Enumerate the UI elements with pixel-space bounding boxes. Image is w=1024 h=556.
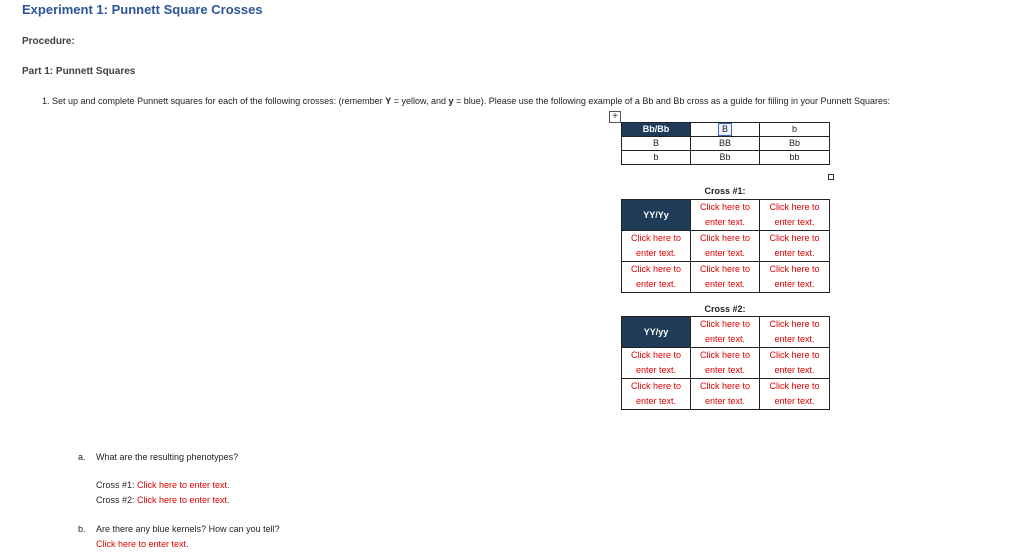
- cross1-cell-input[interactable]: Click here to enter text.: [760, 200, 830, 231]
- question-b-marker: b.: [78, 524, 86, 534]
- example-cell[interactable]: BB: [691, 137, 760, 151]
- cross1-cell-input[interactable]: Click here to enter text.: [622, 231, 691, 262]
- example-punnett-table: [621, 122, 830, 165]
- question-a-marker: a.: [78, 452, 86, 462]
- cross2-cell-input[interactable]: Click here to enter text.: [691, 379, 760, 410]
- cross2-cell-input[interactable]: Click here to enter text.: [760, 379, 830, 410]
- cross1-cell-input[interactable]: Click here to enter text.: [760, 231, 830, 262]
- example-cell[interactable]: Bb: [691, 151, 760, 165]
- question-a-cross1-input[interactable]: Click here to enter text.: [137, 480, 230, 490]
- cross1-corner-cell: YY/Yy: [622, 200, 691, 231]
- cross1-cell-input[interactable]: Click here to enter text.: [691, 231, 760, 262]
- part1-heading: Part 1: Punnett Squares: [22, 66, 136, 77]
- example-row-header[interactable]: b: [622, 151, 691, 165]
- example-corner-cell: Bb/Bb: [622, 123, 691, 137]
- table-move-handle-icon[interactable]: +: [609, 111, 621, 123]
- cross2-cell-input[interactable]: Click here to enter text.: [691, 317, 760, 348]
- cross1-cell-input[interactable]: Click here to enter text.: [622, 262, 691, 293]
- question-a-cross2-input[interactable]: Click here to enter text.: [137, 495, 230, 505]
- example-cell[interactable]: bb: [760, 151, 830, 165]
- page-title: Experiment 1: Punnett Square Crosses: [22, 2, 263, 17]
- question-a-cross1-line: Cross #1: Click here to enter text.: [96, 480, 230, 490]
- cross2-punnett-table: [621, 316, 830, 410]
- cross2-cell-input[interactable]: Click here to enter text.: [760, 348, 830, 379]
- cross2-caption: Cross #2:: [704, 304, 746, 314]
- question-b-answer-input[interactable]: Click here to enter text.: [96, 539, 189, 549]
- cross1-punnett-table: [621, 199, 830, 293]
- example-col-header[interactable]: B: [691, 123, 760, 137]
- table-resize-handle-icon[interactable]: [828, 174, 834, 180]
- cross2-cell-input[interactable]: Click here to enter text.: [622, 348, 691, 379]
- question-b-text: Are there any blue kernels? How can you tell?: [96, 524, 280, 534]
- cross1-caption: Cross #1:: [704, 186, 746, 196]
- example-row-header[interactable]: B: [622, 137, 691, 151]
- instruction-text: 1. Set up and complete Punnett squares for each of the following crosses: (remember Y = yellow, and y = blue). Please use the following example of a Bb and Bb cross as a guide for filling in your Punnett Squares:: [42, 96, 891, 106]
- cross2-corner-cell: YY/yy: [622, 317, 691, 348]
- procedure-heading: Procedure:: [22, 36, 75, 47]
- cross2-cell-input[interactable]: Click here to enter text.: [760, 317, 830, 348]
- question-a-text: What are the resulting phenotypes?: [96, 452, 239, 462]
- cross1-cell-input[interactable]: Click here to enter text.: [691, 200, 760, 231]
- example-cell[interactable]: Bb: [760, 137, 830, 151]
- cross1-cell-input[interactable]: Click here to enter text.: [691, 262, 760, 293]
- question-a-cross2-line: Cross #2: Click here to enter text.: [96, 495, 230, 505]
- cross1-cell-input[interactable]: Click here to enter text.: [760, 262, 830, 293]
- example-col-header[interactable]: b: [760, 123, 830, 137]
- cross2-cell-input[interactable]: Click here to enter text.: [622, 379, 691, 410]
- cross2-cell-input[interactable]: Click here to enter text.: [691, 348, 760, 379]
